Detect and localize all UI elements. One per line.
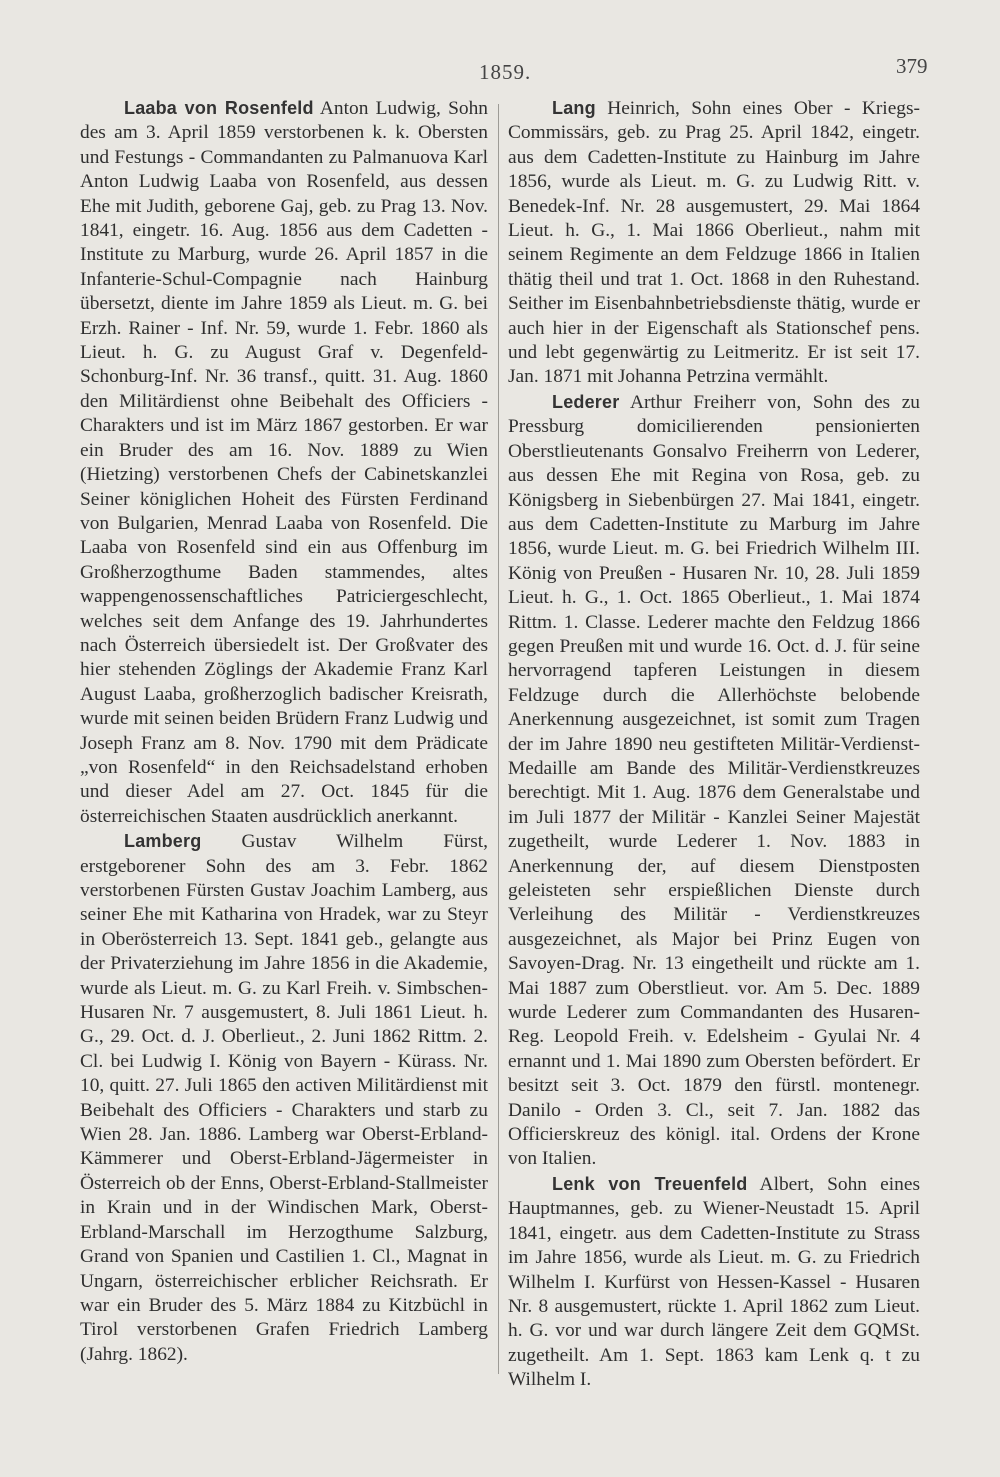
column-divider [498,104,499,1374]
entry-text: Anton Ludwig, Sohn des am 3. April 1859 verstorbenen k. k. Obersten und Festungs - Commandanten zu Palmanuova Karl Anton Ludwig Laaba von Rosenfeld, aus dessen Ehe mit Judith, geborene Gaj, geb. zu Prag 13. Nov. 1841, eingetr. 16. Aug. 1856 aus dem Cadetten - Institute zu Marburg, wurde 26. April 1857 in die Infanterie-Schul-Compagnie nach Hainburg übersetzt, diente im Jahre 1859 als Lieut. m. G. bei Erzh. Rainer - Inf. Nr. 59, wurde 1. Febr. 1860 als Lieut. h. G. zu August Graf v. Degenfeld-Schonburg-Inf. Nr. 36 transf., quitt. 31. Aug. 1860 den Militärdienst ohne Beibehalt des Officiers - Charakters und ist im März 1867 gestorben. Er war ein Bruder des am 16. Nov. 1889 zu Wien (Hietzing) verstorbenen Chefs der Cabinetskanzlei Seiner königlichen Hoheit des Fürsten Ferdinand von Bulgarien, Menrad Laaba von Rosenfeld. Die Laaba von Rosenfeld sind ein aus Offenburg im Großherzogthume Baden stammendes, altes wappengenossenschaftliches Patriciergeschlecht, welches seit dem Anfange des 19. Jahrhundertes nach Österreich übersiedelt ist. Der Großvater des hier stehenden Zöglings der Akademie Franz Karl August Laaba, großherzoglich badischer Kreisrath, wurde mit seinen beiden Brüdern Franz Ludwig und Joseph Franz am 8. Nov. 1790 mit dem Prädicate „von Rosenfeld“ in den Reichsadelstand erhoben und dieser Adel am 27. Oct. 1845 für die österreichischen Staaten ausdrücklich anerkannt. [80,98,488,827]
entry-headword: Laaba von Rosenfeld [124,98,314,118]
entry-headword: Lang [552,98,596,118]
entry-lamberg [80,829,488,1367]
entry-headword: Lenk von Treuenfeld [552,1173,748,1194]
entry-lederer [508,390,920,1172]
entry-laaba [80,96,488,829]
entry-text: Heinrich, Sohn eines Ober - Kriegs-Commissärs, geb. zu Prag 25. April 1842, eingetr. aus dem Cadetten-Institute zu Hainburg im Jahre 1856, wurde als Lieut. m. G. zu Ludwig Ritt. v. Benedek-Inf. Nr. 28 ausgemustert, 29. Mai 1864 Lieut. h. G., 1. Mai 1866 Oberlieut., nahm mit seinem Regimente an dem Feldzuge 1866 in Italien thätig theil und trat 1. Oct. 1868 in den Ruhestand. Seither im Eisenbahnbetriebsdienste thätig, wurde er auch hier in der Eigenschaft als Stationschef pens. und lebt gegenwärtig zu Leitmeritz. Er ist seit 17. Jan. 1871 mit Johanna Petrzina vermählt. [508,98,920,388]
entry-text: Albert, Sohn eines Hauptmannes, geb. zu Wiener-Neustadt 15. April 1841, eingetr. aus dem Cadetten-Institute zu Strass im Jahre 1856, wurde als Lieut. m. G. zu Friedrich Wilhelm I. Kurfürst von Hessen-Kassel - Husaren Nr. 8 ausgemustert, rückte 1. April 1862 zum Lieut. h. G. vor und war durch längere Zeit dem GQMSt. zugetheilt. Am 1. Sept. 1863 kam Lenk q. t zu Wilhelm I. [508,1173,920,1391]
running-head-year: 1859. [479,60,532,84]
entry-headword: Lamberg [124,831,202,852]
entry-text: Arthur Freiherr von, Sohn des zu Pressburg domicilierenden pensionierten Oberstlieutenants Gonsalvo Freiherrn von Lederer, aus dessen Ehe mit Regina von Rosa, geb. zu Königsberg in Siebenbürgen 27. Mai 1841, eingetr. aus dem Cadetten-Institute zu Marburg im Jahre 1856, wurde Lieut. m. G. bei Friedrich Wilhelm III. König von Preußen - Husaren Nr. 10, 28. Juli 1859 Lieut. h. G., 1. Oct. 1865 Oberlieut., 1. Mai 1874 Rittm. 1. Classe. Lederer machte den Feldzug 1866 gegen Preußen mit und wurde 16. Oct. d. J. für seine hervorragend tapferen Leistungen in diesem Feldzuge durch die Allerhöchste belobende Anerkennung ausgezeichnet, ist somit zum Tragen der im Jahre 1890 neu gestifteten Militär-Verdienst-Medaille am Bande des Militär-Verdienstkreuzes berechtigt. Mit 1. Aug. 1876 dem Generalstabe und im Juli 1877 der Militär - Kanzlei Seiner Majestät zugetheilt, wurde Lederer 1. Nov. 1883 in Anerkennung der, auf diesem Dienstposten geleisteten sehr erspießlichen Dienste durch Verleihung des Militär - Verdienstkreuzes ausgezeichnet, als Major bei Prinz Eugen von Savoyen-Drag. Nr. 13 eingetheilt und rückte am 1. Mai 1887 zum Oberstlieut. vor. Am 5. Dec. 1889 wurde Lederer zum Commandanten des Husaren-Reg. Leopold Freih. v. Edelsheim - Gyulai Nr. 4 ernannt und 1. Mai 1890 zum Obersten befördert. Er besitzt seit 3. Oct. 1879 den fürstl. montenegr. Danilo - Orden 3. Cl., seit 7. Jan. 1882 das Officierskreuz des königl. ital. Ordens der Krone von Italien. [508,391,920,1170]
right-column [508,96,920,1393]
page-number: 379 [896,54,928,78]
left-column [80,96,488,1367]
entry-headword: Lederer [552,391,620,412]
entry-lenk [508,1172,920,1393]
entry-lang [508,96,920,390]
entry-text: Gustav Wilhelm Fürst, erstgeborener Sohn des am 3. Febr. 1862 verstorbenen Fürsten Gustav Joachim Lamberg, aus seiner Ehe mit Katharina von Hradek, war zu Steyr in Oberösterreich 13. Sept. 1841 geb., gelangte aus der Privaterziehung im Jahre 1856 in die Akademie, wurde als Lieut. m. G. zu Karl Freih. v. Simbschen-Husaren Nr. 7 ausgemustert, 8. Juli 1861 Lieut. h. G., 29. Oct. d. J. Oberlieut., 2. Juni 1862 Rittm. 2. Cl. bei Ludwig I. König von Bayern - Kürass. Nr. 10, quitt. 27. Juli 1865 den activen Militärdienst mit Beibehalt des Officiers - Charakters und starb zu Wien 28. Jan. 1886. Lamberg war Oberst-Erbland-Kämmerer und Oberst-Erbland-Jägermeister in Österreich ob der Enns, Oberst-Erbland-Stallmeister in Krain und in der Windischen Mark, Oberst-Erbland-Marschall im Herzogthume Salzburg, Grand von Spanien und Castilien 1. Cl., Magnat in Ungarn, österreichischer erblicher Reichsrath. Er war ein Bruder des 5. März 1884 zu Kitzbüchl in Tirol verstorbenen Grafen Friedrich Lamberg (Jahrg. 1862). [80,831,488,1365]
